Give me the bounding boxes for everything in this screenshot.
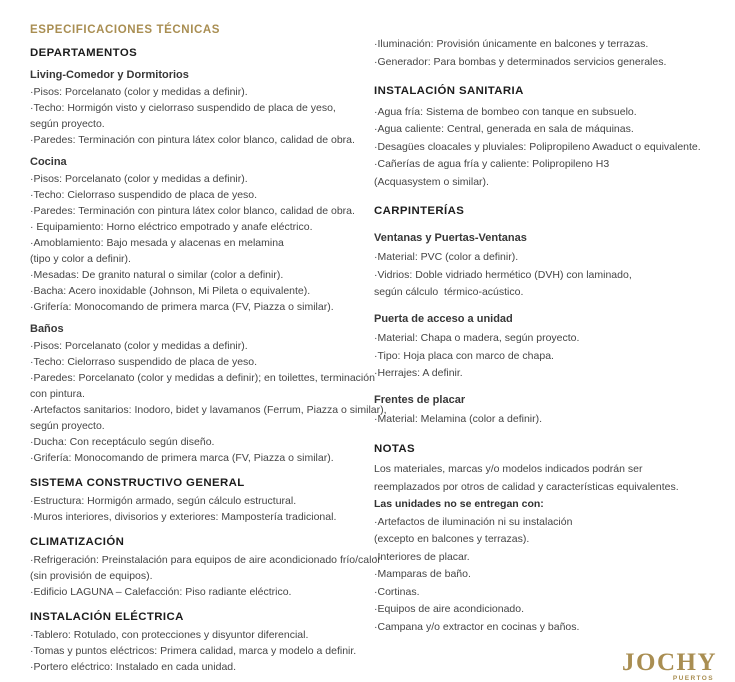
group-subheading: Puerta de acceso a unidad	[374, 312, 513, 325]
spec-line: según cálculo térmico-acústico.	[374, 286, 524, 298]
page-title: ESPECIFICACIONES TÉCNICAS	[30, 24, 221, 36]
spec-line: ·Cañerías de agua fría y caliente: Polipropileno H3	[374, 158, 610, 170]
group-subheading: Frentes de placar	[374, 393, 466, 406]
group-subheading: Living-Comedor y Dormitorios	[30, 69, 189, 81]
spec-line: ·Paredes: Terminación con pintura látex color blanco, calidad de obra.	[30, 205, 355, 217]
spec-line: ·Agua fría: Sistema de bombeo con tanque en subsuelo.	[374, 105, 637, 118]
section-heading: CLIMATIZACIÓN	[30, 536, 125, 548]
spec-line: ·Interiores de placar.	[374, 550, 470, 563]
spec-line: con pintura.	[30, 388, 85, 400]
spec-line: ·Techo: Cielorraso suspendido de placa de yeso.	[30, 189, 258, 201]
spec-line: ·Generador: Para bombas y determinados servicios generales.	[374, 55, 667, 68]
spec-line: ·Material: Chapa o madera, según proyecto.	[374, 332, 580, 344]
spec-line: ·Pisos: Porcelanato (color y medidas a definir).	[30, 173, 248, 185]
spec-line: (Acquasystem o similar).	[374, 175, 489, 188]
spec-line: ·Tipo: Hoja placa con marco de chapa.	[374, 349, 554, 362]
spec-line: ·Pisos: Porcelanato (color y medidas a definir).	[30, 86, 248, 98]
group-subheading: Baños	[30, 323, 64, 335]
spec-line: ·Artefactos sanitarios: Inodoro, bidet y lavamanos (Ferrum, Piazza o similar),	[30, 404, 387, 416]
spec-line: según proyecto.	[30, 420, 105, 432]
spec-line: ·Material: Melamina (color a definir).	[374, 413, 543, 425]
spec-line: ·Portero eléctrico: Instalado en cada unidad.	[30, 661, 237, 673]
logo-tagline: PUERTOS	[672, 675, 714, 682]
spec-line: ·Grifería: Monocomando de primera marca (FV, Piazza o similar).	[30, 452, 334, 464]
spec-line: ·Cortinas.	[374, 585, 420, 598]
spec-line: ·Material: PVC (color a definir).	[374, 251, 519, 263]
spec-line: ·Mamparas de baño.	[374, 568, 471, 580]
spec-line: ·Edificio LAGUNA – Calefacción: Piso radiante eléctrico.	[30, 586, 292, 598]
spec-line: ·Vidrios: Doble vidriado hermético (DVH) con laminado,	[374, 268, 632, 281]
spec-line: ·Equipos de aire acondicionado.	[374, 603, 525, 615]
spec-line: ·Artefactos de iluminación ni su instalación	[374, 515, 573, 528]
spec-line: ·Paredes: Terminación con pintura látex color blanco, calidad de obra.	[30, 134, 355, 146]
spec-line: ·Techo: Hormigón visto y cielorraso suspendido de placa de yeso,	[30, 102, 336, 114]
spec-line: (excepto en balcones y terrazas).	[374, 533, 530, 545]
right-column-blocks	[374, 36, 719, 636]
spec-line: · Equipamiento: Horno eléctrico empotrado y anafe eléctrico.	[30, 221, 313, 233]
spec-line: (tipo y color a definir).	[30, 253, 131, 265]
spec-line: (sin provisión de equipos).	[30, 570, 153, 582]
section-heading: NOTAS	[374, 442, 416, 455]
spec-line: ·Ducha: Con receptáculo según diseño.	[30, 436, 215, 448]
section-heading: SISTEMA CONSTRUCTIVO GENERAL	[30, 477, 245, 489]
left-column	[30, 24, 387, 673]
group-subheading: Cocina	[30, 156, 67, 168]
spec-line: ·Amoblamiento: Bajo mesada y alacenas en melamina	[30, 237, 284, 249]
section-heading: INSTALACIÓN ELÉCTRICA	[30, 611, 184, 623]
spec-line-strong: Las unidades no se entregan con:	[374, 498, 544, 510]
logo-wordmark: JOCHY	[622, 649, 717, 676]
section-heading: DEPARTAMENTOS	[30, 47, 138, 59]
left-column-blocks	[30, 45, 387, 675]
spec-line: según proyecto.	[30, 118, 105, 130]
spec-line: ·Techo: Cielorraso suspendido de placa de yeso.	[30, 356, 258, 368]
spec-line: ·Herrajes: A definir.	[374, 367, 463, 379]
spec-line: ·Campana y/o extractor en cocinas y baños.	[374, 620, 580, 633]
spec-line: ·Refrigeración: Preinstalación para equipos de aire acondicionado frío/calor	[30, 554, 381, 566]
spec-line: ·Grifería: Monocomando de primera marca (FV, Piazza o similar).	[30, 301, 334, 313]
spec-line: ·Desagües cloacales y pluviales: Polipropileno Awaduct o equivalente.	[374, 140, 701, 153]
spec-line: ·Paredes: Porcelanato (color y medidas a definir); en toilettes, terminación	[30, 372, 375, 384]
spec-line: ·Agua caliente: Central, generada en sala de máquinas.	[374, 123, 634, 135]
spec-line: ·Mesadas: De granito natural o similar (color a definir).	[30, 269, 284, 281]
brand-logo	[374, 650, 719, 682]
group-subheading: Ventanas y Puertas-Ventanas	[374, 231, 527, 244]
spec-line: ·Tomas y puntos eléctricos: Primera calidad, marca y modelo a definir.	[30, 645, 357, 657]
right-column	[374, 36, 719, 682]
section-heading: INSTALACIÓN SANITARIA	[374, 85, 524, 97]
spec-line: ·Muros interiores, divisorios y exteriores: Mampostería tradicional.	[30, 511, 337, 523]
section-heading: CARPINTERÍAS	[374, 205, 465, 217]
spec-line: reemplazados por otros de calidad y características equivalentes.	[374, 480, 679, 493]
spec-line: ·Iluminación: Provisión únicamente en balcones y terrazas.	[374, 38, 649, 50]
spec-line: ·Bacha: Acero inoxidable (Johnson, Mi Pileta o equivalente).	[30, 285, 311, 297]
spec-line: ·Tablero: Rotulado, con protecciones y disyuntor diferencial.	[30, 629, 309, 641]
spec-line: ·Pisos: Porcelanato (color y medidas a definir).	[30, 340, 248, 352]
spec-line: ·Estructura: Hormigón armado, según cálculo estructural.	[30, 495, 297, 507]
spec-line: Los materiales, marcas y/o modelos indicados podrán ser	[374, 463, 643, 475]
